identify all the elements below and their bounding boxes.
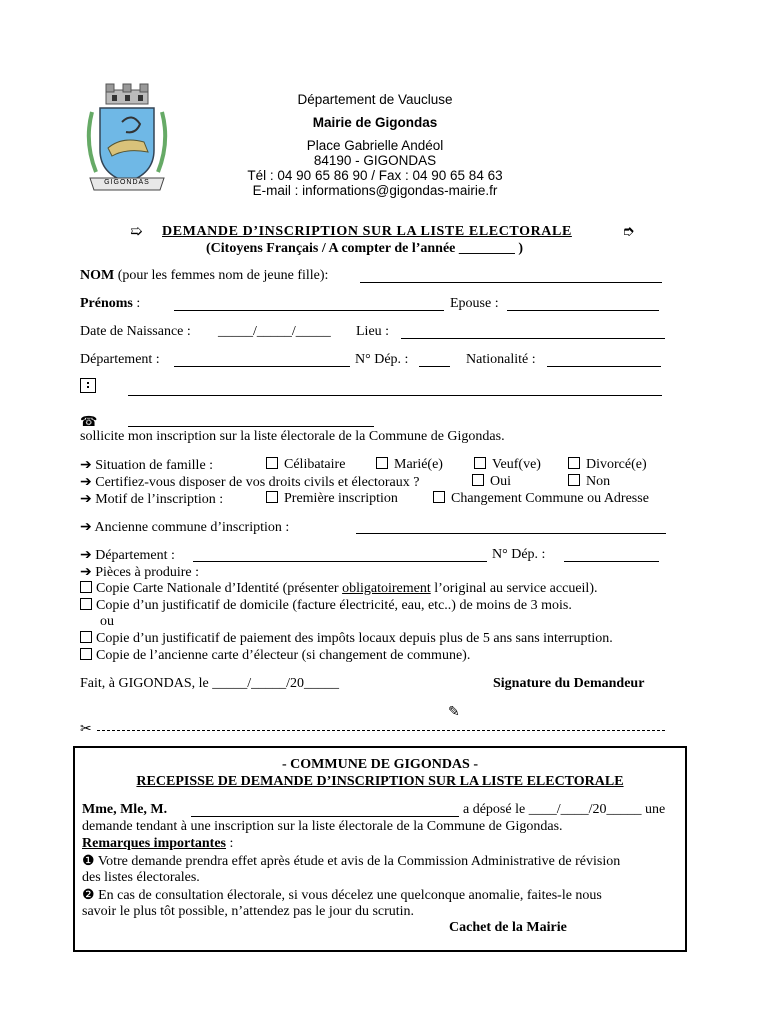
epouse-field[interactable] — [507, 298, 659, 311]
checkbox[interactable] — [376, 457, 388, 469]
option-changement[interactable] — [433, 491, 649, 507]
checkbox[interactable] — [474, 457, 486, 469]
number-two-icon: ❷ — [82, 888, 95, 903]
piece-4-text: Copie de l’ancienne carte d’électeur (si changement de commune). — [96, 648, 471, 663]
ancienne-field[interactable] — [356, 521, 666, 534]
title-right-arrow-icon: ➮ — [622, 224, 635, 240]
prenoms-row — [80, 296, 140, 312]
prenoms-label: Prénoms — [80, 296, 133, 311]
fait-line[interactable]: Fait, à GIGONDAS, le _____/_____/20_____ — [80, 676, 339, 691]
demande-text: demande tendant à une inscription sur la liste électorale de la Commune de Gigondas. — [82, 819, 563, 834]
checkbox[interactable] — [568, 474, 580, 486]
remarques-row — [82, 836, 233, 852]
pen-icon: ✎ — [448, 703, 460, 719]
lieu-field[interactable] — [401, 326, 665, 339]
prenoms-colon: : — [132, 296, 141, 311]
departement-field[interactable] — [174, 354, 350, 367]
address-icon — [80, 378, 96, 393]
departement2-label: Département : — [95, 548, 175, 563]
nom-note: (pour les femmes nom de jeune fille): — [117, 268, 329, 283]
departement2-row — [80, 547, 175, 564]
arrow-icon: ➔ — [80, 565, 92, 580]
title-left-arrow-icon: ➯ — [130, 224, 143, 240]
nom-label: NOM — [80, 268, 115, 283]
phone-field[interactable] — [128, 414, 374, 427]
scissors-icon: ✂ — [80, 720, 92, 736]
option-label: Veuf(ve) — [492, 457, 541, 472]
remark-1-text: Votre demande prendra effet après étude et avis de la Commission Administrative de révision — [97, 854, 621, 869]
crest-ribbon-text: GIGONDAS — [104, 179, 150, 186]
checkbox[interactable] — [266, 457, 278, 469]
checkbox[interactable] — [433, 491, 445, 503]
option-divorce[interactable] — [568, 457, 647, 473]
remark-2-text: En cas de consultation électorale, si vous décelez une quelconque anomalie, faites-le nous — [98, 888, 602, 903]
motif-row — [80, 491, 223, 508]
option-marie[interactable] — [376, 457, 443, 473]
piece-4 — [80, 648, 470, 664]
piece-1 — [80, 581, 597, 597]
piece-2-text: Copie d’un justificatif de domicile (facture électricité, eau, etc..) de moins de 3 mois. — [96, 598, 572, 613]
situation-row — [80, 457, 213, 474]
motif-label: Motif de l’inscription : — [95, 492, 224, 507]
option-label: Divorcé(e) — [586, 457, 647, 472]
option-oui[interactable] — [472, 474, 511, 490]
checkbox[interactable] — [472, 474, 484, 486]
recepisse-commune: - COMMUNE DE GIGONDAS - — [282, 757, 478, 772]
form-title: DEMANDE D’INSCRIPTION SUR LA LISTE ELECTORALE — [162, 224, 572, 239]
arrow-icon: ➔ — [80, 520, 92, 535]
departement2-field[interactable] — [193, 549, 487, 562]
phone-icon: ☎ — [80, 413, 98, 429]
departement-label: Département : — [80, 352, 160, 367]
ancienne-row — [80, 519, 289, 536]
checkbox[interactable] — [568, 457, 580, 469]
arrow-icon: ➔ — [80, 458, 92, 473]
header-address-1: Place Gabrielle Andéol — [306, 138, 444, 153]
ndep2-label: N° Dép. : — [492, 547, 546, 562]
nom-field[interactable] — [360, 270, 662, 283]
header-email: E-mail : informations@gigondas-mairie.fr — [252, 183, 498, 198]
header-tel-fax: Tél : 04 90 65 86 90 / Fax : 04 90 65 84 63 — [247, 168, 503, 183]
cut-line — [97, 730, 665, 731]
nationalite-label: Nationalité : — [466, 352, 536, 367]
naissance-label: Date de Naissance : — [80, 324, 191, 339]
droits-label: Certifiez-vous disposer de vos droits civils et électoraux ? — [95, 475, 420, 490]
mme-label: Mme, Mle, M. — [82, 802, 168, 817]
droits-row — [80, 474, 419, 491]
piece-3-text: Copie d’un justificatif de paiement des impôts locaux depuis plus de 5 ans sans interruption. — [96, 631, 613, 646]
piece-1-text-end: l’original au service accueil). — [430, 581, 598, 596]
pieces-label: Pièces à produire : — [95, 565, 200, 580]
ndep-field[interactable] — [419, 354, 450, 367]
naissance-field[interactable]: _____/_____/_____ — [218, 324, 331, 339]
sollicite-text: sollicite mon inscription sur la liste électorale de la Commune de Gigondas. — [80, 429, 505, 444]
mme-field[interactable] — [191, 804, 459, 817]
crest-logo — [82, 82, 172, 200]
remark-2 — [82, 887, 602, 904]
signature-label: Signature du Demandeur — [493, 676, 645, 691]
form-subtitle: (Citoyens Français / A compter de l’année ________ ) — [206, 241, 524, 256]
checkbox[interactable] — [80, 648, 92, 660]
option-veuf[interactable] — [474, 457, 541, 473]
option-premiere-inscription[interactable] — [266, 491, 398, 507]
option-label: Première inscription — [284, 491, 398, 506]
mairie-header — [180, 92, 570, 198]
ndep-label: N° Dép. : — [355, 352, 409, 367]
piece-3 — [80, 631, 613, 647]
checkbox[interactable] — [266, 491, 278, 503]
option-celibataire[interactable] — [266, 457, 345, 473]
header-department: Département de Vaucluse — [297, 92, 453, 107]
address-field[interactable] — [128, 383, 662, 396]
remark-1 — [82, 853, 620, 870]
header-address-2: 84190 - GIGONDAS — [313, 153, 437, 168]
option-label: Marié(e) — [394, 457, 443, 472]
pieces-row — [80, 564, 199, 581]
option-label: Célibataire — [284, 457, 346, 472]
cachet-label: Cachet de la Mairie — [449, 920, 567, 935]
lieu-label: Lieu : — [356, 324, 390, 339]
checkbox[interactable] — [80, 581, 92, 593]
remarques-label: Remarques importantes — [82, 836, 227, 851]
piece-2 — [80, 598, 572, 614]
piece-1-underline: obligatoirement — [342, 581, 431, 596]
arrow-icon: ➔ — [80, 492, 92, 507]
recepisse-box — [73, 746, 687, 952]
nom-row — [80, 268, 328, 284]
checkbox[interactable] — [80, 598, 92, 610]
depose-text: a déposé le ____/____/20_____ une — [463, 802, 666, 817]
option-label: Oui — [490, 474, 511, 489]
ou-text: ou — [100, 614, 114, 629]
remark-2-cont: savoir le plus tôt possible, n’attendez pas le jour du scrutin. — [82, 904, 415, 919]
ndep2-field[interactable] — [564, 549, 659, 562]
arrow-icon: ➔ — [80, 475, 92, 490]
piece-1-text: Copie Carte Nationale d’Identité (présenter — [96, 581, 343, 596]
ancienne-label: Ancienne commune d’inscription : — [94, 520, 290, 535]
number-one-icon: ❶ — [82, 854, 95, 869]
situation-label: Situation de famille : — [95, 458, 214, 473]
option-label: Changement Commune ou Adresse — [451, 491, 649, 506]
option-label: Non — [586, 474, 611, 489]
recepisse-title: RECEPISSE DE DEMANDE D’INSCRIPTION SUR LA LISTE ELECTORALE — [136, 774, 624, 789]
mme-row — [82, 802, 167, 818]
remarques-colon: : — [226, 836, 234, 851]
epouse-label: Epouse : — [450, 296, 499, 311]
option-non[interactable] — [568, 474, 610, 490]
prenoms-field[interactable] — [174, 298, 444, 311]
remark-1-cont: des listes électorales. — [82, 870, 200, 885]
checkbox[interactable] — [80, 631, 92, 643]
header-mairie: Mairie de Gigondas — [312, 115, 438, 130]
arrow-icon: ➔ — [80, 548, 92, 563]
nationalite-field[interactable] — [547, 354, 661, 367]
